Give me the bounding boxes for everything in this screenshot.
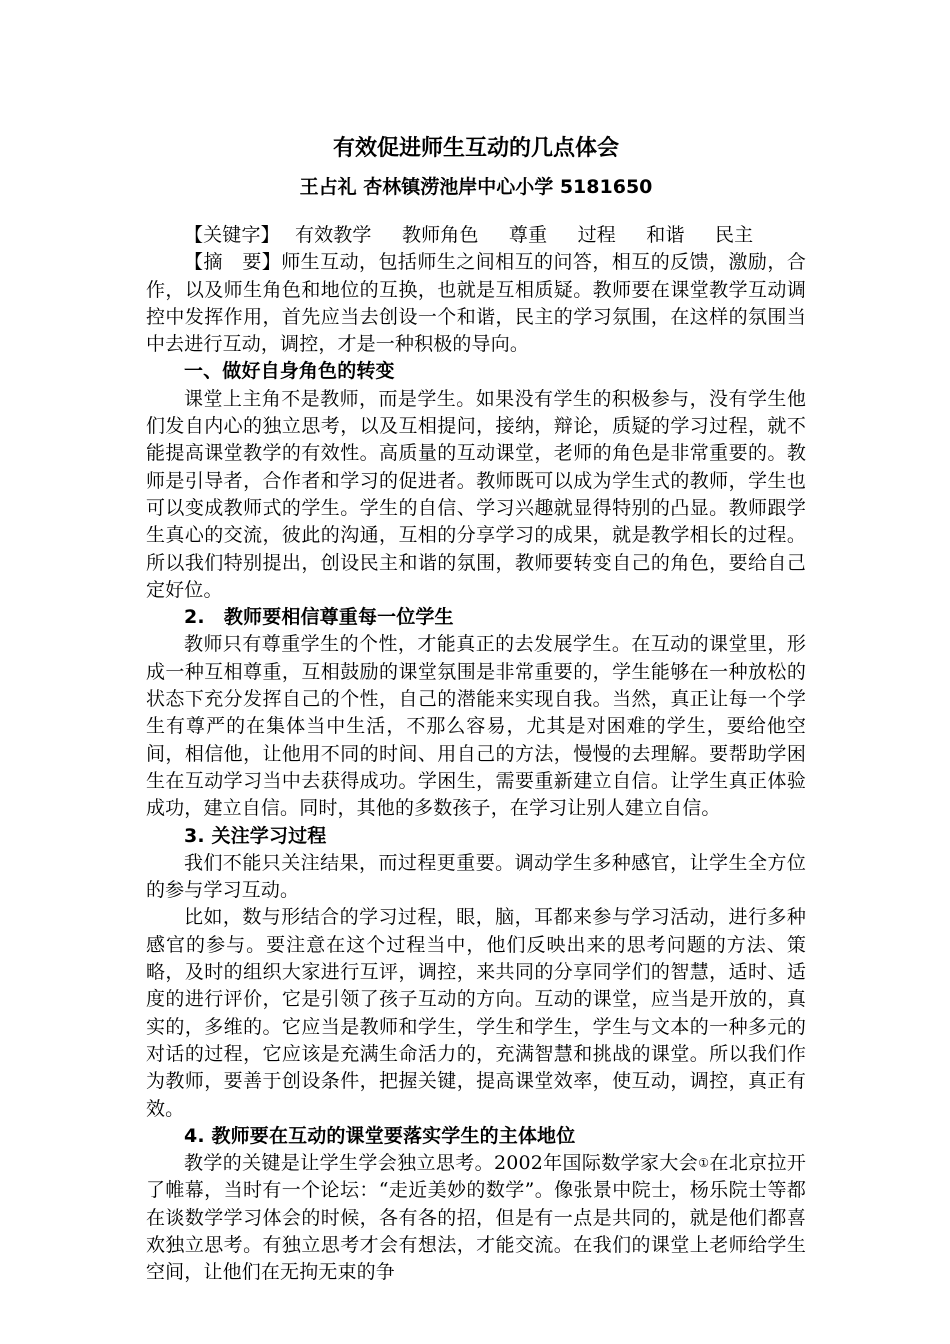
section-heading: 一、做好自身角色的转变 xyxy=(184,360,395,383)
body-paragraph xyxy=(146,1150,806,1286)
keyword: 民主 xyxy=(714,224,754,246)
body-paragraph: 比如，数与形结合的学习过程，眼，脑，耳都来参与学习活动，进行多种感官的参与。要注意在这个过程当中，他们反映出来的思考问题的方法、策略，及时的组织大家进行互评，调控，来共同的分享同学们的智慧，适时、适度的进行评价，它是引领了孩子互动的方向。互动的课堂，应当是开放的，真实的，多维的。它应当是教师和学生，学生和学生，学生与文本的一种多元的对话的过程，它应该是充满生命活力的，充满智慧和挑战的课堂。所以我们作为教师，要善于创设条件，把握关键，提高课堂效率，使互动，调控，真正有效。 xyxy=(146,906,806,1120)
paragraph-text: 教学的关键是让学生学会独立思考。2002年国际数学家大会 xyxy=(184,1152,699,1175)
keywords-line xyxy=(146,222,806,249)
abstract-label: 【摘 要】 xyxy=(184,251,282,274)
body-paragraph: 我们不能只关注结果，而过程更重要。调动学生多种感官，让学生全方位的参与学习互动。 xyxy=(146,851,806,902)
keyword: 过程 xyxy=(577,224,616,246)
keyword: 教师角色 xyxy=(401,224,479,246)
keyword: 尊重 xyxy=(508,224,548,246)
keywords-label: 【关键字】 xyxy=(184,224,280,246)
body-paragraph: 教师只有尊重学生的个性，才能真正的去发展学生。在互动的课堂里，形成一种互相尊重，互相鼓励的课堂氛围是非常重要的，学生能够在一种放松的状态下充分发挥自己的个性，自己的潜能来实现自我。当然，真正让每一个学生有尊严的在集体当中生活，不那么容易，尤其是对困难的学生，要给他空间，相信他，让他用不同的时间、用自己的方法，慢慢的去理解。要帮助学困生在互动学习当中去获得成功。学困生，需要重新建立自信。让学生真正体验成功，建立自信。同时，其他的多数孩子，在学习让别人建立自信。 xyxy=(146,633,806,820)
abstract-text: 师生互动，包括师生之间相互的问答，相互的反馈，激励，合作，以及师生角色和地位的互换，也就是互相质疑。教师要在课堂教学互动调控中发挥作用，首先应当去创设一个和谐，民主的学习氛围，在这样的氛围当中去进行互动，调控，才是一种积极的导向。 xyxy=(146,251,806,356)
footnote-mark: ① xyxy=(698,1156,710,1171)
section-heading: 3. 关注学习过程 xyxy=(184,824,327,847)
keyword: 和谐 xyxy=(646,224,685,246)
document-body xyxy=(146,222,806,1287)
body-paragraph: 课堂上主角不是教师，而是学生。如果没有学生的积极参与，没有学生他们发自内心的独立思考，以及互相提问，接纳，辩论，质疑的学习过程，就不能提高课堂教学的有效性。高质量的互动课堂，老师的角色是非常重要的。教师是引导者，合作者和学习的促进者。教师既可以成为学生式的教师，学生也可以变成教师式的学生。学生的自信、学习兴趣就显得特别的凸显。教师跟学生真心的交流，彼此的沟通，互相的分享学习的成果，就是教学相长的过程。所以我们特别提出，创设民主和谐的氛围，教师要转变自己的角色，要给自己定好位。 xyxy=(146,387,806,601)
abstract-paragraph xyxy=(146,249,806,358)
keyword: 有效教学 xyxy=(294,224,372,246)
section-heading: 2. 教师要相信尊重每一位学生 xyxy=(184,606,454,629)
section-heading: 4. 教师要在互动的课堂要落实学生的主体地位 xyxy=(184,1124,576,1147)
paragraph-text: 在北京拉开了帷幕，当时有一个论坛：“走近美妙的数学”。像张景中院士，杨乐院士等都在谈数学学习体会的时候，各有各的招，但是有一点是共同的，就是他们都喜欢独立思考。有独立思考才会有想法，才能交流。在我们的课堂上老师给学生空间，让他们在无拘无束的争 xyxy=(146,1152,806,1284)
document-title: 有效促进师生互动的几点体会 xyxy=(332,136,619,161)
author-line: 王占礼 杏林镇涝池岸中心小学 5181650 xyxy=(299,176,653,198)
